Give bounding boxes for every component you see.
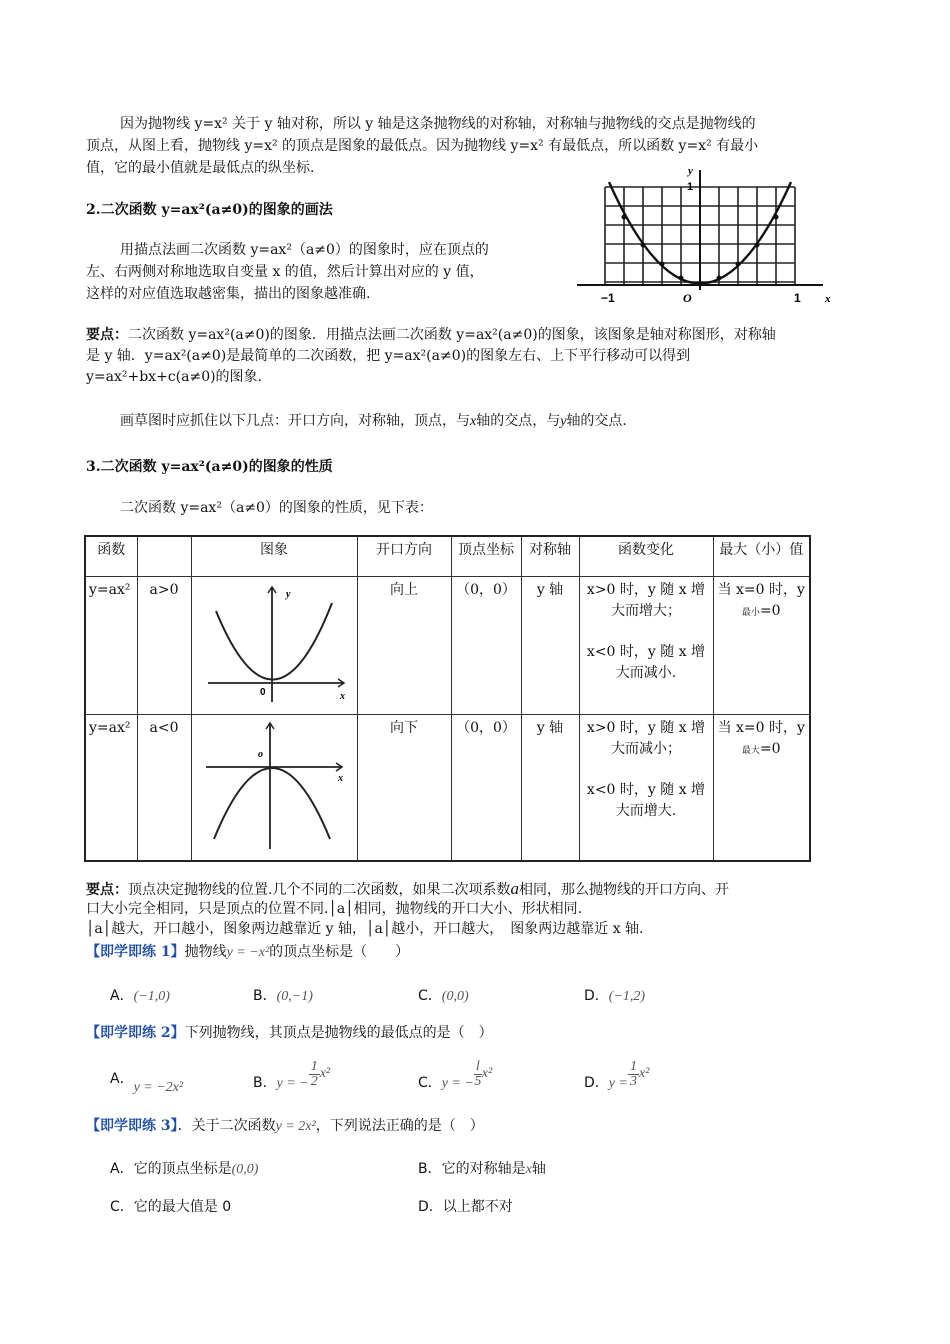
svg-text:o: o (258, 748, 263, 760)
table-header-row (85, 536, 810, 576)
header-cell (137, 536, 191, 576)
key-point-2-line-1: 要点：顶点决定抛物线的位置.几个不同的二次函数，如果二次项系数a相同，那么抛物线的开口方向、开 (86, 879, 729, 898)
intro-line-2: 顶点，从图上看，抛物线 y=x² 的顶点是图象的最低点。因为抛物线 y=x² 有最低点，所以函数 y=x² 有最小 (86, 138, 759, 154)
cond-cell: a<0 (137, 714, 191, 861)
parabola-grid-graph (575, 160, 840, 310)
change-cell: x>0 时，y 随 x 增大而增大； x<0 时，y 随 x 增大而减小. (579, 576, 713, 714)
header-cell: 开口方向 (357, 536, 451, 576)
open-cell: 向上 (357, 576, 451, 714)
ex2-option-b[interactable]: B．y = − $\frac{1}{2}$ x² (253, 1059, 331, 1091)
ex2-option-d[interactable]: D．y = $\frac{1}{3}$ x² (584, 1059, 650, 1091)
graph-x-left: −1 (601, 291, 615, 305)
change-cell: x>0 时，y 随 x 增大而减小； x<0 时，y 随 x 增大而增大. (579, 714, 713, 861)
properties-table (84, 535, 811, 862)
upward-parabola-graph (194, 577, 354, 707)
section3-intro: 二次函数 y=ax²（a≠0）的图象的性质，见下表： (120, 500, 433, 516)
header-cell: 最大（小）值 (713, 536, 810, 576)
graph-x-label: x (825, 293, 831, 305)
header-cell: 对称轴 (521, 536, 579, 576)
svg-text:x: x (338, 772, 343, 784)
header-cell: 顶点坐标 (451, 536, 521, 576)
svg-text:y: y (286, 588, 291, 600)
intro-line-1: 因为抛物线 y=x² 关于 y 轴对称，所以 y 轴是这条抛物线的对称轴，对称轴与抛物线的交点是抛物线的 (120, 116, 756, 132)
ex2-option-a[interactable]: A．y = −2x² (110, 1071, 184, 1095)
extreme-cell: 当 x=0 时，y 最大=0 (713, 714, 810, 861)
ex3-option-d[interactable]: D．以上都不对 (418, 1199, 513, 1215)
ex3-option-c[interactable]: C．它的最大值是 0 (110, 1199, 232, 1215)
graph-cell (191, 714, 357, 861)
ex1-option-c[interactable]: C．(0,0) (418, 988, 469, 1004)
ex3-option-a[interactable]: A．它的顶点坐标是(0,0) (110, 1161, 259, 1177)
extreme-cell: 当 x=0 时，y 最小=0 (713, 576, 810, 714)
exercise-3-stem: 【即学即练 3】．关于二次函数y = 2x²，下列说法正确的是（ ） (86, 1118, 484, 1134)
vertex-cell: （0，0） (451, 714, 521, 861)
ex1-option-a[interactable]: A．(−1,0) (110, 988, 170, 1004)
graph-cell (191, 576, 357, 714)
header-cell: 函数变化 (579, 536, 713, 576)
key-point-1-line-2: 是 y 轴．y=ax²(a≠0)是最简单的二次函数，把 y=ax²(a≠0)的图象左右、上下平行移动可以得到 (86, 348, 691, 364)
key-point-1-line-3: y=ax²+bx+c(a≠0)的图象. (86, 369, 263, 385)
intro-line-3: 值，它的最小值就是最低点的纵坐标. (86, 160, 315, 176)
exercise-1-stem: 【即学即练 1】抛物线y = −x²的顶点坐标是（ ） (86, 944, 410, 960)
key-point-2-line-2: 口大小完全相同，只是顶点的位置不同.│a│相同，抛物线的开口大小、形状相同. (86, 901, 583, 917)
section2-heading: 2.二次函数 y=ax²(a≠0)的图象的画法 (86, 202, 333, 218)
key-label: 要点： (86, 327, 128, 343)
parabola-down-curve (214, 768, 330, 839)
downward-parabola-graph (194, 715, 354, 853)
svg-text:0: 0 (260, 686, 266, 698)
parabola-up-curve (216, 603, 332, 680)
cond-cell: a>0 (137, 576, 191, 714)
ex1-option-d[interactable]: D．(−1,2) (584, 988, 646, 1004)
section2-para-2: 左、右两侧对称地选取自变量 x 的值，然后计算出对应的 y 值， (86, 264, 484, 280)
ex2-option-c[interactable]: C．y = − $\frac{l}{5}$ x² (418, 1059, 493, 1091)
section3-heading: 3.二次函数 y=ax²(a≠0)的图象的性质 (86, 459, 333, 475)
vertex-cell: （0，0） (451, 576, 521, 714)
table-row (85, 714, 810, 861)
ex3-option-b[interactable]: B．它的对称轴是x轴 (418, 1161, 546, 1177)
graph-x-right: 1 (794, 291, 801, 305)
header-cell: 函数 (85, 536, 137, 576)
sketch-tips: 画草图时应抓住以下几点：开口方向，对称轴，顶点，与x轴的交点，与y轴的交点. (120, 413, 627, 429)
section2-para-3: 这样的对应值选取越密集，描出的图象越准确. (86, 286, 371, 302)
key-point-1-line-1: 要点：二次函数 y=ax²(a≠0)的图象．用描点法画二次函数 y=ax²(a≠0)的图象，该图象是轴对称图形，对称轴 (86, 327, 776, 343)
exercise-2-stem: 【即学即练 2】下列抛物线，其顶点是抛物线的最低点的是（ ） (86, 1025, 493, 1041)
axis-cell: y 轴 (521, 714, 579, 861)
graph-tick-1: 1 (687, 181, 694, 193)
key-point-2-line-3: │a│越大，开口越小，图象两边越靠近 y 轴，│a│越小，开口越大， 图象两边越靠近 x 轴. (86, 921, 644, 937)
func-cell: y=ax² (85, 576, 137, 714)
section2-para-1: 用描点法画二次函数 y=ax²（a≠0）的图象时，应在顶点的 (120, 242, 489, 258)
axis-cell: y 轴 (521, 576, 579, 714)
svg-text:x: x (340, 690, 345, 702)
table-row (85, 576, 810, 714)
ex1-option-b[interactable]: B．(0,−1) (253, 988, 313, 1004)
header-cell: 图象 (191, 536, 357, 576)
graph-origin: O (683, 291, 692, 305)
func-cell: y=ax² (85, 714, 137, 861)
open-cell: 向下 (357, 714, 451, 861)
graph-y-label: y (688, 165, 693, 177)
